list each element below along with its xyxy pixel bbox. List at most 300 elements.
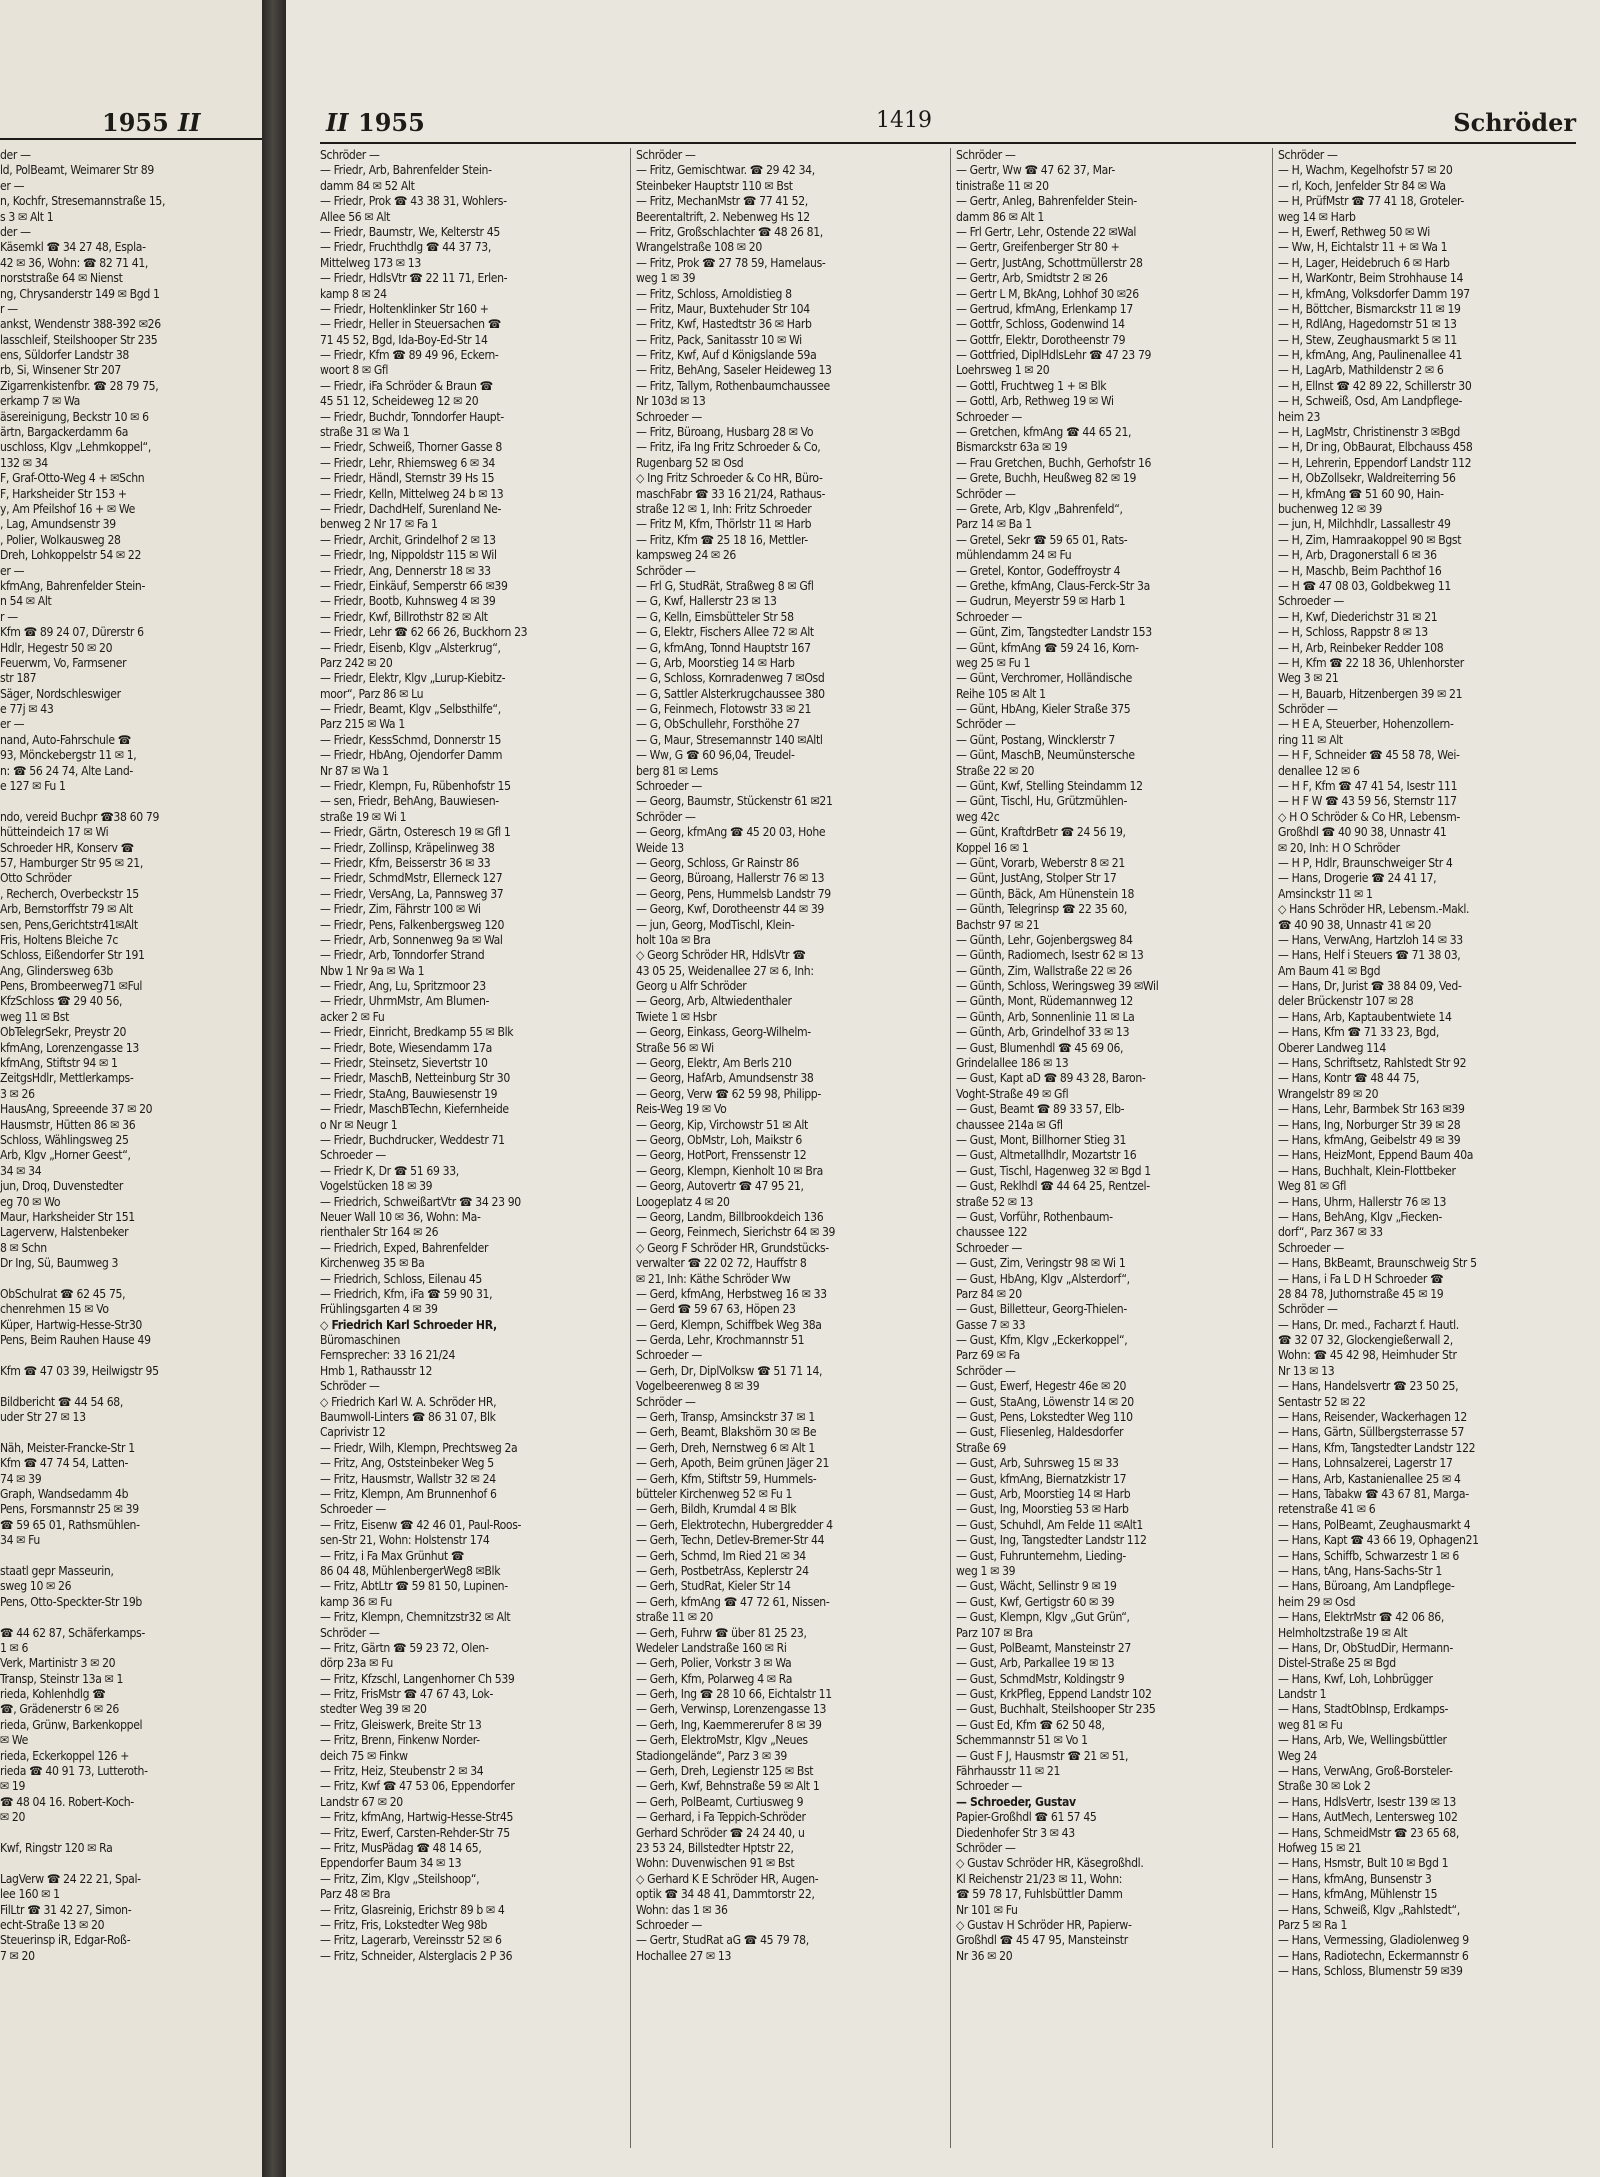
directory-entry-line: — Hans, Kfm, Tangstedter Landstr 122 (1278, 1440, 1476, 1455)
directory-entry-line: — Hans, Handelsvertr ☎ 23 50 25, (1278, 1379, 1459, 1394)
directory-entry-line: Parz 5 ✉ Ra 1 (1278, 1917, 1348, 1932)
directory-entry-line: — Günth, Zim, Wallstraße 22 ✉ 26 (956, 963, 1132, 978)
directory-entry-line: — H, Zim, Hamraakoppel 90 ✉ Bgst (1278, 532, 1462, 547)
directory-entry-line: — Frau Gretchen, Buchh, Gerhofstr 16 (956, 455, 1152, 470)
directory-entry-line: ndo, vereid Buchpr ☎38 60 79 (0, 809, 160, 824)
directory-entry-line: Säger, Nordschleswiger (0, 686, 121, 701)
directory-entry-line: — Günt, Zim, Tangstedter Landstr 153 (956, 625, 1152, 640)
directory-entry-line: Caprivistr 12 (320, 1425, 386, 1440)
directory-entry-line: weg 1 ✉ 39 (956, 1563, 1016, 1578)
directory-entry-line: — H, Arb, Reinbeker Redder 108 (1278, 640, 1444, 655)
directory-entry-line: — Fritz, Maur, Buxtehuder Str 104 (636, 301, 810, 316)
directory-entry-line: — Gust, KrkPfleg, Eppend Landstr 102 (956, 1687, 1152, 1702)
directory-entry-line: — Günth, Arb, Grindelhof 33 ✉ 13 (956, 1025, 1130, 1040)
directory-entry-line: Feuerwm, Vo, Farmsener (0, 655, 127, 670)
directory-entry-line: — Hans, Hsmstr, Bult 10 ✉ Bgd 1 (1278, 1856, 1449, 1871)
directory-entry-line: — Fritz, Kwf, Hastedtstr 36 ✉ Harb (636, 317, 812, 332)
directory-entry-line: — Günth, Mont, Rüdemannweg 12 (956, 994, 1133, 1009)
directory-entry-line: — Friedr, Lehr ☎ 62 66 26, Buckhorn 23 (320, 625, 528, 640)
directory-entry-line: 23 53 24, Billstedter Hptstr 22, (636, 1840, 794, 1855)
directory-entry-line: — Fritz, Eisenw ☎ 42 46 01, Paul-Roos- (320, 1517, 522, 1532)
directory-entry-line: Grindelallee 186 ✉ 13 (956, 1056, 1069, 1071)
directory-entry-line: — Fritz, Ewerf, Carsten-Rehder-Str 75 (320, 1825, 510, 1840)
directory-entry-line: Papier-Großhdl ☎ 61 57 45 (956, 1810, 1097, 1825)
directory-entry-line: — Fritz, FrisMstr ☎ 47 67 43, Lok- (320, 1687, 494, 1702)
directory-entry-line: — Hans, Kontr ☎ 48 44 75, (1278, 1071, 1420, 1086)
directory-entry-line: — Gust, Kapt aD ☎ 89 43 28, Baron- (956, 1071, 1146, 1086)
directory-entry-line: straße 31 ✉ Wa 1 (320, 425, 410, 440)
header-rule (320, 142, 1576, 144)
directory-entry-line: — jun, H, Milchhdlr, Lassallestr 49 (1278, 517, 1451, 532)
directory-entry-line: Kfm ☎ 47 74 54, Latten- (0, 1456, 129, 1471)
directory-entry-line: — Hans, Drogerie ☎ 24 41 17, (1278, 871, 1437, 886)
directory-entry-line: — Gerh, Transp, Amsinckstr 37 ✉ 1 (636, 1410, 815, 1425)
directory-entry-line: uschloss, Klgv „Lehmkoppel“, (0, 440, 151, 455)
directory-entry-line: HausAng, Spreeende 37 ✉ 20 (0, 1102, 153, 1117)
directory-entry-line: Koppel 16 ✉ 1 (956, 840, 1029, 855)
directory-entry-line: — Fritz, Klempn, Am Brunnenhof 6 (320, 1486, 497, 1501)
directory-entry-line: — Günth, Schloss, Weringsweg 39 ✉Wil (956, 979, 1159, 994)
directory-entry-line: — H, Ellnst ☎ 42 89 22, Schillerstr 30 (1278, 378, 1472, 393)
directory-entry-line: Arb, Klgv „Horner Geest“, (0, 1148, 131, 1163)
directory-entry-line: — Friedr, Buchdrucker, Weddestr 71 (320, 1133, 505, 1147)
directory-entry-line: — Günth, Lehr, Gojenbergsweg 84 (956, 932, 1133, 947)
directory-entry-line: — G, Kelln, Eimsbütteler Str 58 (636, 609, 794, 624)
directory-entry-line: — Gottl, Arb, Rethweg 19 ✉ Wi (956, 394, 1114, 409)
directory-entry-line: Schroeder — (320, 1148, 386, 1163)
directory-entry-line: — Friedr, Einkäuf, Semperstr 66 ✉39 (320, 578, 508, 593)
directory-entry-line: — Georg, Arb, Altwiedenthaler (636, 994, 792, 1009)
directory-entry-line: — Georg, Landm, Billbrookdeich 136 (636, 1209, 824, 1224)
directory-entry-line: — G, Schloss, Kornradenweg 7 ✉Osd (636, 671, 825, 686)
directory-entry-line: Kirchenweg 35 ✉ Ba (320, 1256, 425, 1271)
directory-entry-line: kamp 8 ✉ 24 (320, 286, 387, 301)
directory-entry-line: — Günt, JustAng, Stolper Str 17 (956, 871, 1117, 886)
directory-entry-line: — Friedr, Pens, Falkenbergsweg 120 (320, 917, 505, 932)
directory-entry-line: Schroeder — (1278, 1240, 1344, 1255)
directory-entry-line: — Fritz, kfmAng, Hartwig-Hesse-Str45 (320, 1810, 514, 1825)
directory-entry-line: damm 86 ✉ Alt 1 (956, 209, 1044, 224)
directory-entry-line: — Fritz, MechanMstr ☎ 77 41 52, (636, 194, 808, 209)
directory-page (286, 0, 1600, 2177)
directory-entry-line: — Günt, Verchromer, Holländische (956, 671, 1132, 686)
directory-entry-line: chenrehmen 15 ✉ Vo (0, 1302, 109, 1317)
directory-entry-line: — Fritz, Schloss, Arnoldistieg 8 (636, 286, 792, 301)
directory-entry-line: uder Str 27 ✉ 13 (0, 1410, 86, 1425)
directory-entry-line: — H, Stew, Zeughausmarkt 5 ✉ 11 (1278, 332, 1457, 347)
directory-entry-line: Straße 56 ✉ Wi (636, 1040, 714, 1055)
directory-entry-line: — Gust, Arb, Suhrsweg 15 ✉ 33 (956, 1456, 1119, 1471)
directory-entry-line: Neuer Wall 10 ✉ 36, Wohn: Ma- (320, 1209, 481, 1224)
directory-entry-line: Georg u Alfr Schröder (636, 979, 747, 994)
directory-entry-line: 42 ✉ 36, Wohn: ☎ 82 71 41, (0, 255, 149, 270)
directory-entry-line: ☎ 48 04 16. Robert-Koch- (0, 1794, 134, 1809)
directory-entry-line: — Hans, PolBeamt, Zeughausmarkt 4 (1278, 1517, 1471, 1532)
directory-entry-line: sen, Pens,Gerichtstr41✉Alt (0, 917, 138, 932)
directory-entry-line: — Hans, Gärtn, Süllbergsterrasse 57 (1278, 1425, 1465, 1440)
directory-entry-line: , Lag, Amundsenstr 39 (0, 517, 116, 532)
directory-entry-line: — Georg, HotPort, Frenssenstr 12 (636, 1148, 807, 1163)
directory-entry-line: — Hans, Reisender, Wackerhagen 12 (1278, 1410, 1467, 1425)
directory-entry-line: — H F W ☎ 43 59 56, Sternstr 117 (1278, 794, 1457, 809)
directory-entry-line: — Günt, Kwf, Stelling Steindamm 12 (956, 779, 1143, 794)
directory-entry-line: Stadiongelände“, Parz 3 ✉ 39 (636, 1748, 787, 1763)
directory-entry-line: Wedeler Landstraße 160 ✉ Ri (636, 1640, 787, 1655)
directory-entry-line: ☎ 59 65 01, Rathsmühlen- (0, 1517, 140, 1532)
directory-entry-line: Weg 81 ✉ Gfl (1278, 1179, 1347, 1194)
directory-entry-line: — Hans, Buchhalt, Klein-Flottbeker (1278, 1163, 1456, 1178)
directory-entry-line: rieda, Eckerkoppel 126 + (0, 1748, 130, 1763)
directory-entry-line: F, Graf-Otto-Weg 4 + ✉Schn (0, 471, 145, 486)
directory-entry-line: — Friedr, Einricht, Bredkamp 55 ✉ Blk (320, 1025, 514, 1040)
directory-entry-line: — Georg, Büroang, Hallerstr 76 ✉ 13 (636, 871, 825, 886)
directory-entry-line: — Friedr, StaAng, Bauwiesenstr 19 (320, 1086, 498, 1101)
directory-entry-line: Hausmstr, Hütten 86 ✉ 36 (0, 1117, 136, 1132)
directory-entry-line: — Gerh, Bildh, Krumdal 4 ✉ Blk (636, 1502, 797, 1517)
directory-entry-line: — rl, Koch, Jenfelder Str 84 ✉ Wa (1278, 178, 1446, 193)
directory-entry-line: — H, Lager, Heidebruch 6 ✉ Harb (1278, 255, 1450, 270)
directory-entry-line: KfzSchloss ☎ 29 40 56, (0, 994, 123, 1009)
directory-entry-line: Großhdl ☎ 45 47 95, Mansteinstr (956, 1933, 1128, 1948)
directory-entry-line (0, 1348, 256, 1363)
directory-entry-line: — H, Dr ing, ObBaurat, Elbchauss 458 (1278, 440, 1473, 455)
directory-entry-line: — Friedrich, Schloss, Eilenau 45 (320, 1271, 482, 1286)
directory-entry-line: — Hans, AutMech, Lentersweg 102 (1278, 1810, 1458, 1825)
directory-entry-line: — Gust, Fliesenleg, Haldesdorfer (956, 1425, 1124, 1440)
directory-entry-line: benweg 2 Nr 17 ✉ Fa 1 (320, 517, 438, 532)
directory-entry-line: Dr Ing, Sü, Baumweg 3 (0, 1256, 119, 1271)
directory-entry-line: ✉ 20 (0, 1810, 26, 1825)
directory-entry-line: — Gerh, Elektrotechn, Hubergredder 4 (636, 1517, 833, 1532)
directory-entry-line: — Hans, i Fa L D H Schroeder ☎ (1278, 1271, 1444, 1286)
directory-entry-line: — Friedr, KessSchmd, Donnerstr 15 (320, 732, 502, 747)
directory-entry-line: — Fritz M, Kfm, Thörlstr 11 ✉ Harb (636, 517, 812, 532)
directory-entry-line: — Gust, Billetteur, Georg-Thielen- (956, 1302, 1127, 1317)
directory-entry-line: Allee 56 ✉ Alt (320, 209, 391, 224)
directory-entry-line: Gasse 7 ✉ 33 (956, 1317, 1026, 1332)
directory-entry-line: — Fritz, Gärtn ☎ 59 23 72, Olen- (320, 1640, 489, 1655)
directory-entry-line: — Fritz, Büroang, Husbarg 28 ✉ Vo (636, 425, 814, 440)
directory-entry-line: — G, Elektr, Fischers Allee 72 ✉ Alt (636, 625, 814, 640)
directory-entry-line: — Gerda, Lehr, Krochmannstr 51 (636, 1333, 805, 1348)
directory-entry-line: — H, Schweiß, Osd, Am Landpflege- (1278, 394, 1463, 409)
directory-entry-line: — Fritz, Gemischtwar. ☎ 29 42 34, (636, 163, 815, 178)
directory-entry-line: — Hans, VerwAng, Hartzloh 14 ✉ 33 (1278, 932, 1463, 947)
directory-entry-line: — G, Kwf, Hallerstr 23 ✉ 13 (636, 594, 777, 609)
directory-entry-line: 34 ✉ Fu (0, 1533, 40, 1548)
directory-entry-line: 7 ✉ 20 (0, 1948, 35, 1963)
directory-entry-line: — Friedr, Archit, Grindelhof 2 ✉ 13 (320, 532, 496, 547)
directory-entry-line: lee 160 ✉ 1 (0, 1887, 60, 1902)
directory-entry-line: n: ☎ 56 24 74, Alte Land- (0, 763, 133, 778)
directory-entry-line: Parz 215 ✉ Wa 1 (320, 717, 405, 732)
directory-entry-line: heim 23 (1278, 409, 1321, 424)
directory-entry-line: s 3 ✉ Alt 1 (0, 209, 54, 224)
directory-entry-line: ◇ Gustav H Schröder HR, Papierw- (956, 1917, 1132, 1932)
directory-entry-line: ◇ Friedrich Karl W. A. Schröder HR, (320, 1394, 497, 1409)
directory-entry-line: — H, Wachm, Kegelhofstr 57 ✉ 20 (1278, 163, 1453, 178)
directory-entry-line: — Friedrich, Kfm, iFa ☎ 59 90 31, (320, 1286, 493, 1301)
running-head: Schröder (1453, 108, 1576, 137)
directory-entry-line: Schröder — (636, 809, 696, 824)
directory-entry-line: kampsweg 24 ✉ 26 (636, 548, 737, 563)
directory-entry-line: — Gust, Blumenhdl ☎ 45 69 06, (956, 1040, 1124, 1055)
directory-entry-line: 74 ✉ 39 (0, 1471, 42, 1486)
directory-entry-line: — H, WarKontr, Beim Strohhause 14 (1278, 271, 1464, 286)
directory-entry-line: — Gust, Vorführ, Rothenbaum- (956, 1209, 1113, 1224)
directory-entry-line: — Friedr, MaschBTechn, Kiefernheide (320, 1102, 509, 1117)
directory-entry-line: damm 84 ✉ 52 Alt (320, 178, 415, 193)
directory-entry-line: Schröder — (636, 563, 696, 578)
directory-entry-line: — Friedr, Ing, Nippoldstr 115 ✉ Wil (320, 548, 497, 563)
directory-entry-line: — H, Kfm ☎ 22 18 36, Uhlenhorster (1278, 655, 1464, 670)
directory-entry-line: — Gerd, kfmAng, Herbstweg 16 ✉ 33 (636, 1286, 827, 1301)
directory-entry-line: — Gertr, Arb, Smidtstr 2 ✉ 26 (956, 271, 1108, 286)
directory-entry-line (0, 1549, 256, 1564)
directory-entry-line: Amsinckstr 11 ✉ 1 (1278, 886, 1373, 901)
directory-entry-line: LagVerw ☎ 24 22 21, Spal- (0, 1871, 141, 1886)
directory-entry-line: ✉ 20, Inh: H O Schröder (1278, 840, 1400, 855)
directory-entry-line (0, 1826, 256, 1841)
directory-entry-line: — Gerh, Ing ☎ 28 10 66, Eichtalstr 11 (636, 1687, 832, 1702)
directory-entry-line: — Friedr, Bootb, Kuhnsweg 4 ✉ 39 (320, 594, 496, 609)
directory-entry-line: Distel-Straße 25 ✉ Bgd (1278, 1656, 1396, 1671)
directory-entry-line: — G, ObSchullehr, Forsthöhe 27 (636, 717, 800, 732)
directory-entry-line: sen-Str 21, Wohn: Holstenstr 174 (320, 1533, 490, 1548)
directory-entry-line: Bachstr 97 ✉ 21 (956, 917, 1040, 932)
directory-entry-line: Fernsprecher: 33 16 21/24 (320, 1348, 456, 1363)
directory-entry-line (0, 794, 256, 809)
directory-entry-line: Parz 107 ✉ Bra (956, 1625, 1033, 1640)
directory-entry-line: — Gust, Altmetallhdlr, Mozartstr 16 (956, 1148, 1137, 1163)
directory-entry-line: sweg 10 ✉ 26 (0, 1579, 72, 1594)
left-page-header (0, 108, 262, 140)
directory-entry-line: — Hans, Schriftsetz, Rahlstedt Str 92 (1278, 1056, 1467, 1071)
directory-entry-line: Straße 22 ✉ 20 (956, 763, 1035, 778)
directory-entry-line: weg 14 ✉ Harb (1278, 209, 1356, 224)
directory-column-4 (1278, 148, 1578, 2158)
directory-entry-line: dorf“, Parz 367 ✉ 33 (1278, 1225, 1383, 1240)
directory-entry-line: Straße 69 (956, 1440, 1007, 1455)
directory-entry-line: Wrangelstraße 108 ✉ 20 (636, 240, 762, 255)
directory-entry-line: der — (0, 224, 31, 239)
directory-entry-line: staatl gepr Masseurin, (0, 1563, 114, 1578)
directory-entry-line: chaussee 122 (956, 1225, 1028, 1240)
directory-entry-line: — H, Schloss, Rappstr 8 ✉ 13 (1278, 625, 1428, 640)
directory-entry-line: Parz 48 ✉ Bra (320, 1887, 391, 1902)
directory-entry-line: Schröder — (636, 1394, 696, 1409)
directory-entry-line: Beerentaltrift, 2. Nebenweg Hs 12 (636, 209, 810, 224)
directory-entry-line: — Hans, Dr. med., Facharzt f. Hautl. (1278, 1317, 1459, 1332)
directory-entry-line: — Fritz, Schneider, Alsterglacis 2 P 36 (320, 1948, 513, 1963)
directory-entry-line: — Fritz, iFa Ing Fritz Schroeder & Co, (636, 440, 821, 455)
directory-entry-line: Dreh, Lohkoppelstr 54 ✉ 22 (0, 548, 142, 563)
directory-entry-line: e 77j ✉ 43 (0, 702, 54, 717)
directory-entry-line: — Hans, kfmAng, Bunsenstr 3 (1278, 1871, 1432, 1886)
directory-entry-line: — Friedr, Kelln, Mittelweg 24 b ✉ 13 (320, 486, 504, 501)
directory-entry-line: — Hans, Kfm ☎ 71 33 23, Bgd, (1278, 1025, 1439, 1040)
directory-entry-line: — Gust, Reklhdl ☎ 44 64 25, Rentzel- (956, 1179, 1150, 1194)
directory-entry-line: 86 04 48, MühlenbergerWeg8 ✉Blk (320, 1563, 501, 1578)
directory-entry-line: — H, Lehrerin, Eppendorf Landstr 112 (1278, 455, 1472, 470)
header-volume: II (326, 108, 349, 137)
directory-entry-line: rieda, Kohlenhdlg ☎ (0, 1687, 106, 1702)
directory-entry-line: — Gust, Buchhalt, Steilshooper Str 235 (956, 1702, 1156, 1717)
page-header (286, 108, 1600, 138)
directory-entry-line: Kl Reichenstr 21/23 ✉ 11, Wohn: (956, 1871, 1123, 1886)
directory-entry-line: Schröder — (636, 148, 696, 162)
directory-entry-line: kfmAng, Bahrenfelder Stein- (0, 578, 146, 593)
directory-entry-line: — Gust, Arb, Parkallee 19 ✉ 13 (956, 1656, 1115, 1671)
directory-entry-line: hütteindeich 17 ✉ Wi (0, 825, 109, 840)
directory-entry-line: — Friedr, Lehr, Rhiemsweg 6 ✉ 34 (320, 455, 496, 470)
directory-entry-line: straße 52 ✉ 13 (956, 1194, 1033, 1209)
directory-entry-line: ng, Chrysanderstr 149 ✉ Bgd 1 (0, 286, 160, 301)
directory-entry-line: — Fritz, Lagerarb, Vereinsstr 52 ✉ 6 (320, 1933, 502, 1948)
directory-entry-line: ◇ Hans Schröder HR, Lebensm.-Makl. (1278, 902, 1470, 917)
directory-entry-line: buchenweg 12 ✉ 39 (1278, 501, 1382, 516)
directory-entry-line: — Georg, Pens, Hummelsb Landstr 79 (636, 886, 831, 901)
directory-entry-line: Gerhard Schröder ☎ 24 24 40, u (636, 1825, 805, 1840)
directory-entry-line: Arb, Bernstorffstr 79 ✉ Alt (0, 902, 133, 917)
directory-entry-line: Verk, Martinistr 3 ✉ 20 (0, 1656, 116, 1671)
directory-entry-line: — Hans, Ing, Norburger Str 39 ✉ 28 (1278, 1117, 1461, 1132)
directory-entry-line: — Gertrud, kfmAng, Erlenkamp 17 (956, 301, 1133, 316)
directory-entry-line: Schloss, Wählingsweg 25 (0, 1133, 129, 1147)
directory-entry-line: Transp, Steinstr 13a ✉ 1 (0, 1671, 124, 1686)
directory-entry-line: — Hans, Uhrm, Hallerstr 76 ✉ 13 (1278, 1194, 1447, 1209)
directory-entry-line: 3 ✉ 26 (0, 1086, 35, 1101)
directory-entry-line: weg 42c (956, 809, 1000, 824)
directory-entry-line: — Gretchen, kfmAng ☎ 44 65 21, (956, 425, 1132, 440)
directory-entry-line: — Hans, StadtObInsp, Erdkamps- (1278, 1702, 1449, 1717)
directory-entry-line: er — (0, 563, 25, 578)
directory-entry-line: — Georg, kfmAng ☎ 45 20 03, Hohe (636, 825, 826, 840)
directory-entry-line: weg 1 ✉ 39 (636, 271, 696, 286)
directory-entry-line: Näh, Meister-Francke-Str 1 (0, 1440, 135, 1455)
directory-entry-line: Rugenbarg 52 ✉ Osd (636, 455, 744, 470)
directory-entry-line: Schroeder — (320, 1502, 386, 1517)
directory-entry-line: mühlendamm 24 ✉ Fu (956, 548, 1072, 563)
directory-entry-line: — G, Arb, Moorstieg 14 ✉ Harb (636, 655, 795, 670)
directory-entry-line: — H E A, Steuerber, Hohenzollern- (1278, 717, 1454, 732)
directory-entry-line: — Fritz, AbtLtr ☎ 59 81 50, Lupinen- (320, 1579, 508, 1594)
directory-entry-line: holt 10a ✉ Bra (636, 932, 711, 947)
directory-entry-line: — Gottfried, DiplHdlsLehr ☎ 47 23 79 (956, 348, 1152, 363)
directory-entry-line: kfmAng, Lorenzengasse 13 (0, 1040, 139, 1055)
directory-entry-line: Bildbericht ☎ 44 54 68, (0, 1394, 123, 1409)
directory-entry-line: — Gust, Ing, Moorstieg 53 ✉ Harb (956, 1502, 1129, 1517)
directory-entry-line: Büromaschinen (320, 1333, 400, 1348)
directory-entry-line: — Hans, Dr, Jurist ☎ 38 84 09, Ved- (1278, 979, 1462, 994)
directory-entry-line: — Friedr, Arb, Tonndorfer Strand (320, 948, 485, 963)
directory-entry-line: moor“, Parz 86 ✉ Lu (320, 686, 424, 701)
directory-entry-line: Sentastr 52 ✉ 22 (1278, 1394, 1366, 1409)
directory-entry-line: — Fritz, Klempn, Chemnitzstr32 ✉ Alt (320, 1610, 511, 1625)
directory-entry-line: — Hans, HdlsVertr, Isestr 139 ✉ 13 (1278, 1794, 1456, 1809)
directory-entry-line: — Gerh, Apoth, Beim grünen Jäger 21 (636, 1456, 830, 1471)
directory-entry-line: — Fritz, Kfzschl, Langenhorner Ch 539 (320, 1671, 515, 1686)
directory-entry-line: 34 ✉ 34 (0, 1163, 42, 1178)
directory-entry-line: — Hans, SchmeidMstr ☎ 23 65 68, (1278, 1825, 1459, 1840)
directory-entry-line: tinistraße 11 ✉ 20 (956, 178, 1049, 193)
directory-entry-line: — Gerh, Dreh, Legienstr 125 ✉ Bst (636, 1764, 814, 1779)
directory-entry-line: 8 ✉ Schn (0, 1240, 47, 1255)
directory-entry-line: Landstr 1 (1278, 1687, 1327, 1702)
directory-entry-line: — Hans, Arb, Kastanienallee 25 ✉ 4 (1278, 1471, 1461, 1486)
directory-entry-line: ◇ Georg Schröder HR, HdlsVtr ☎ (636, 948, 806, 963)
directory-entry-line: — H, ObZollsekr, Waldreiterring 56 (1278, 471, 1456, 486)
directory-entry-line: rieda ☎ 40 91 73, Lutteroth- (0, 1764, 148, 1779)
directory-entry-line: — sen, Friedr, BehAng, Bauwiesen- (320, 794, 499, 809)
directory-entry-line: — Georg, Einkass, Georg-Wilhelm- (636, 1025, 811, 1040)
directory-entry-line: 1 ✉ 6 (0, 1640, 29, 1655)
directory-entry-line: ankst, Wendenstr 388-392 ✉26 (0, 317, 161, 332)
directory-entry-line: — Gerh, kfmAng ☎ 47 72 61, Nissen- (636, 1594, 830, 1609)
directory-entry-line: — Georg, Klempn, Kienholt 10 ✉ Bra (636, 1163, 823, 1178)
directory-entry-line: — Friedr, Beamt, Klgv „Selbsthilfe“, (320, 702, 501, 717)
directory-entry-line: Wohn: das 1 ✉ 36 (636, 1902, 728, 1917)
directory-entry-line: — Fritz, Prok ☎ 27 78 59, Hamelaus- (636, 255, 826, 270)
directory-entry-line: Pens, Beim Rauhen Hause 49 (0, 1333, 151, 1348)
directory-entry-line: retenstraße 41 ✉ 6 (1278, 1502, 1376, 1517)
directory-entry-line: — Gerd, Klempn, Schiffbek Weg 38a (636, 1317, 822, 1332)
directory-entry-line: echt-Straße 13 ✉ 20 (0, 1917, 105, 1932)
directory-entry-line: Vogelbeerenweg 8 ✉ 39 (636, 1379, 760, 1394)
directory-entry-line: ◇ Gerhard K E Schröder HR, Augen- (636, 1871, 819, 1886)
directory-entry-line: — Friedr, HbAng, Ojendorfer Damm (320, 748, 503, 763)
directory-entry-line: — Gust, SchmdMstr, Koldingstr 9 (956, 1671, 1125, 1686)
directory-entry-line: — Fritz, Zim, Klgv „Steilshoop“, (320, 1871, 480, 1886)
directory-entry-line: nand, Auto-Fahrschule ☎ (0, 732, 131, 747)
directory-entry-line: Reihe 105 ✉ Alt 1 (956, 686, 1046, 701)
directory-entry-line: — Fritz, Glasreinig, Erichstr 89 b ✉ 4 (320, 1902, 505, 1917)
directory-entry-line: lasschleif, Steilshooper Str 235 (0, 332, 158, 347)
directory-entry-line: ✉ We (0, 1733, 28, 1748)
directory-entry-line: — Günth, Bäck, Am Hünenstein 18 (956, 886, 1135, 901)
directory-entry-line: — Fritz, Kfm ☎ 25 18 16, Mettler- (636, 532, 808, 547)
directory-entry-line: ☎ 44 62 87, Schäferkamps- (0, 1625, 145, 1640)
directory-entry-line: Loehrsweg 1 ✉ 20 (956, 363, 1050, 378)
directory-entry-line: — Gust, Beamt ☎ 89 33 57, Elb- (956, 1102, 1125, 1117)
directory-entry-line: — Friedr, Zim, Fährstr 100 ✉ Wi (320, 902, 481, 917)
directory-entry-line: — Günt, HbAng, Kieler Straße 375 (956, 702, 1131, 717)
directory-entry-line: — jun, Georg, ModTischl, Klein- (636, 917, 795, 932)
directory-entry-line: — Gust, Schuhdl, Am Felde 11 ✉Alt1 (956, 1517, 1143, 1532)
directory-entry-line: — Fritz, Hausmstr, Wallstr 32 ✉ 24 (320, 1471, 496, 1486)
directory-entry-line: Hdlr, Hegestr 50 ✉ 20 (0, 640, 113, 655)
directory-entry-line: deler Brückenstr 107 ✉ 28 (1278, 994, 1414, 1009)
directory-entry-line (0, 1610, 256, 1625)
directory-entry-line: — Fritz, BehAng, Saseler Heideweg 13 (636, 363, 832, 378)
directory-entry-line: Baumwoll-Linters ☎ 86 31 07, Blk (320, 1410, 496, 1425)
directory-entry-line: Oberer Landweg 114 (1278, 1040, 1386, 1055)
directory-entry-line: — Friedr, Wilh, Klempn, Prechtsweg 2a (320, 1440, 518, 1455)
directory-entry-line (0, 1856, 256, 1871)
directory-entry-line: Schröder — (1278, 702, 1338, 717)
directory-entry-line: ◇ Gustav Schröder HR, Käsegroßhdl. (956, 1856, 1144, 1871)
directory-entry-line: — Georg, HafArb, Amundsenstr 38 (636, 1071, 814, 1086)
directory-entry-line: Eppendorfer Baum 34 ✉ 13 (320, 1856, 462, 1871)
directory-entry-line: — Georg, Schloss, Gr Rainstr 86 (636, 855, 799, 870)
directory-entry-line: Parz 69 ✉ Fa (956, 1348, 1020, 1363)
directory-entry-line: — Hans, Schweiß, Klgv „Rahlstedt“, (1278, 1902, 1460, 1917)
directory-entry-line: — Ww, G ☎ 60 96,04, Treudel- (636, 748, 795, 763)
directory-entry-line: ✉ 21, Inh: Käthe Schröder Ww (636, 1271, 791, 1286)
directory-entry-line: rienthaler Str 164 ✉ 26 (320, 1225, 439, 1240)
directory-entry-line: — Gust Ed, Kfm ☎ 62 50 48, (956, 1717, 1105, 1732)
directory-entry-line: Helmholtzstraße 19 ✉ Alt (1278, 1625, 1408, 1640)
